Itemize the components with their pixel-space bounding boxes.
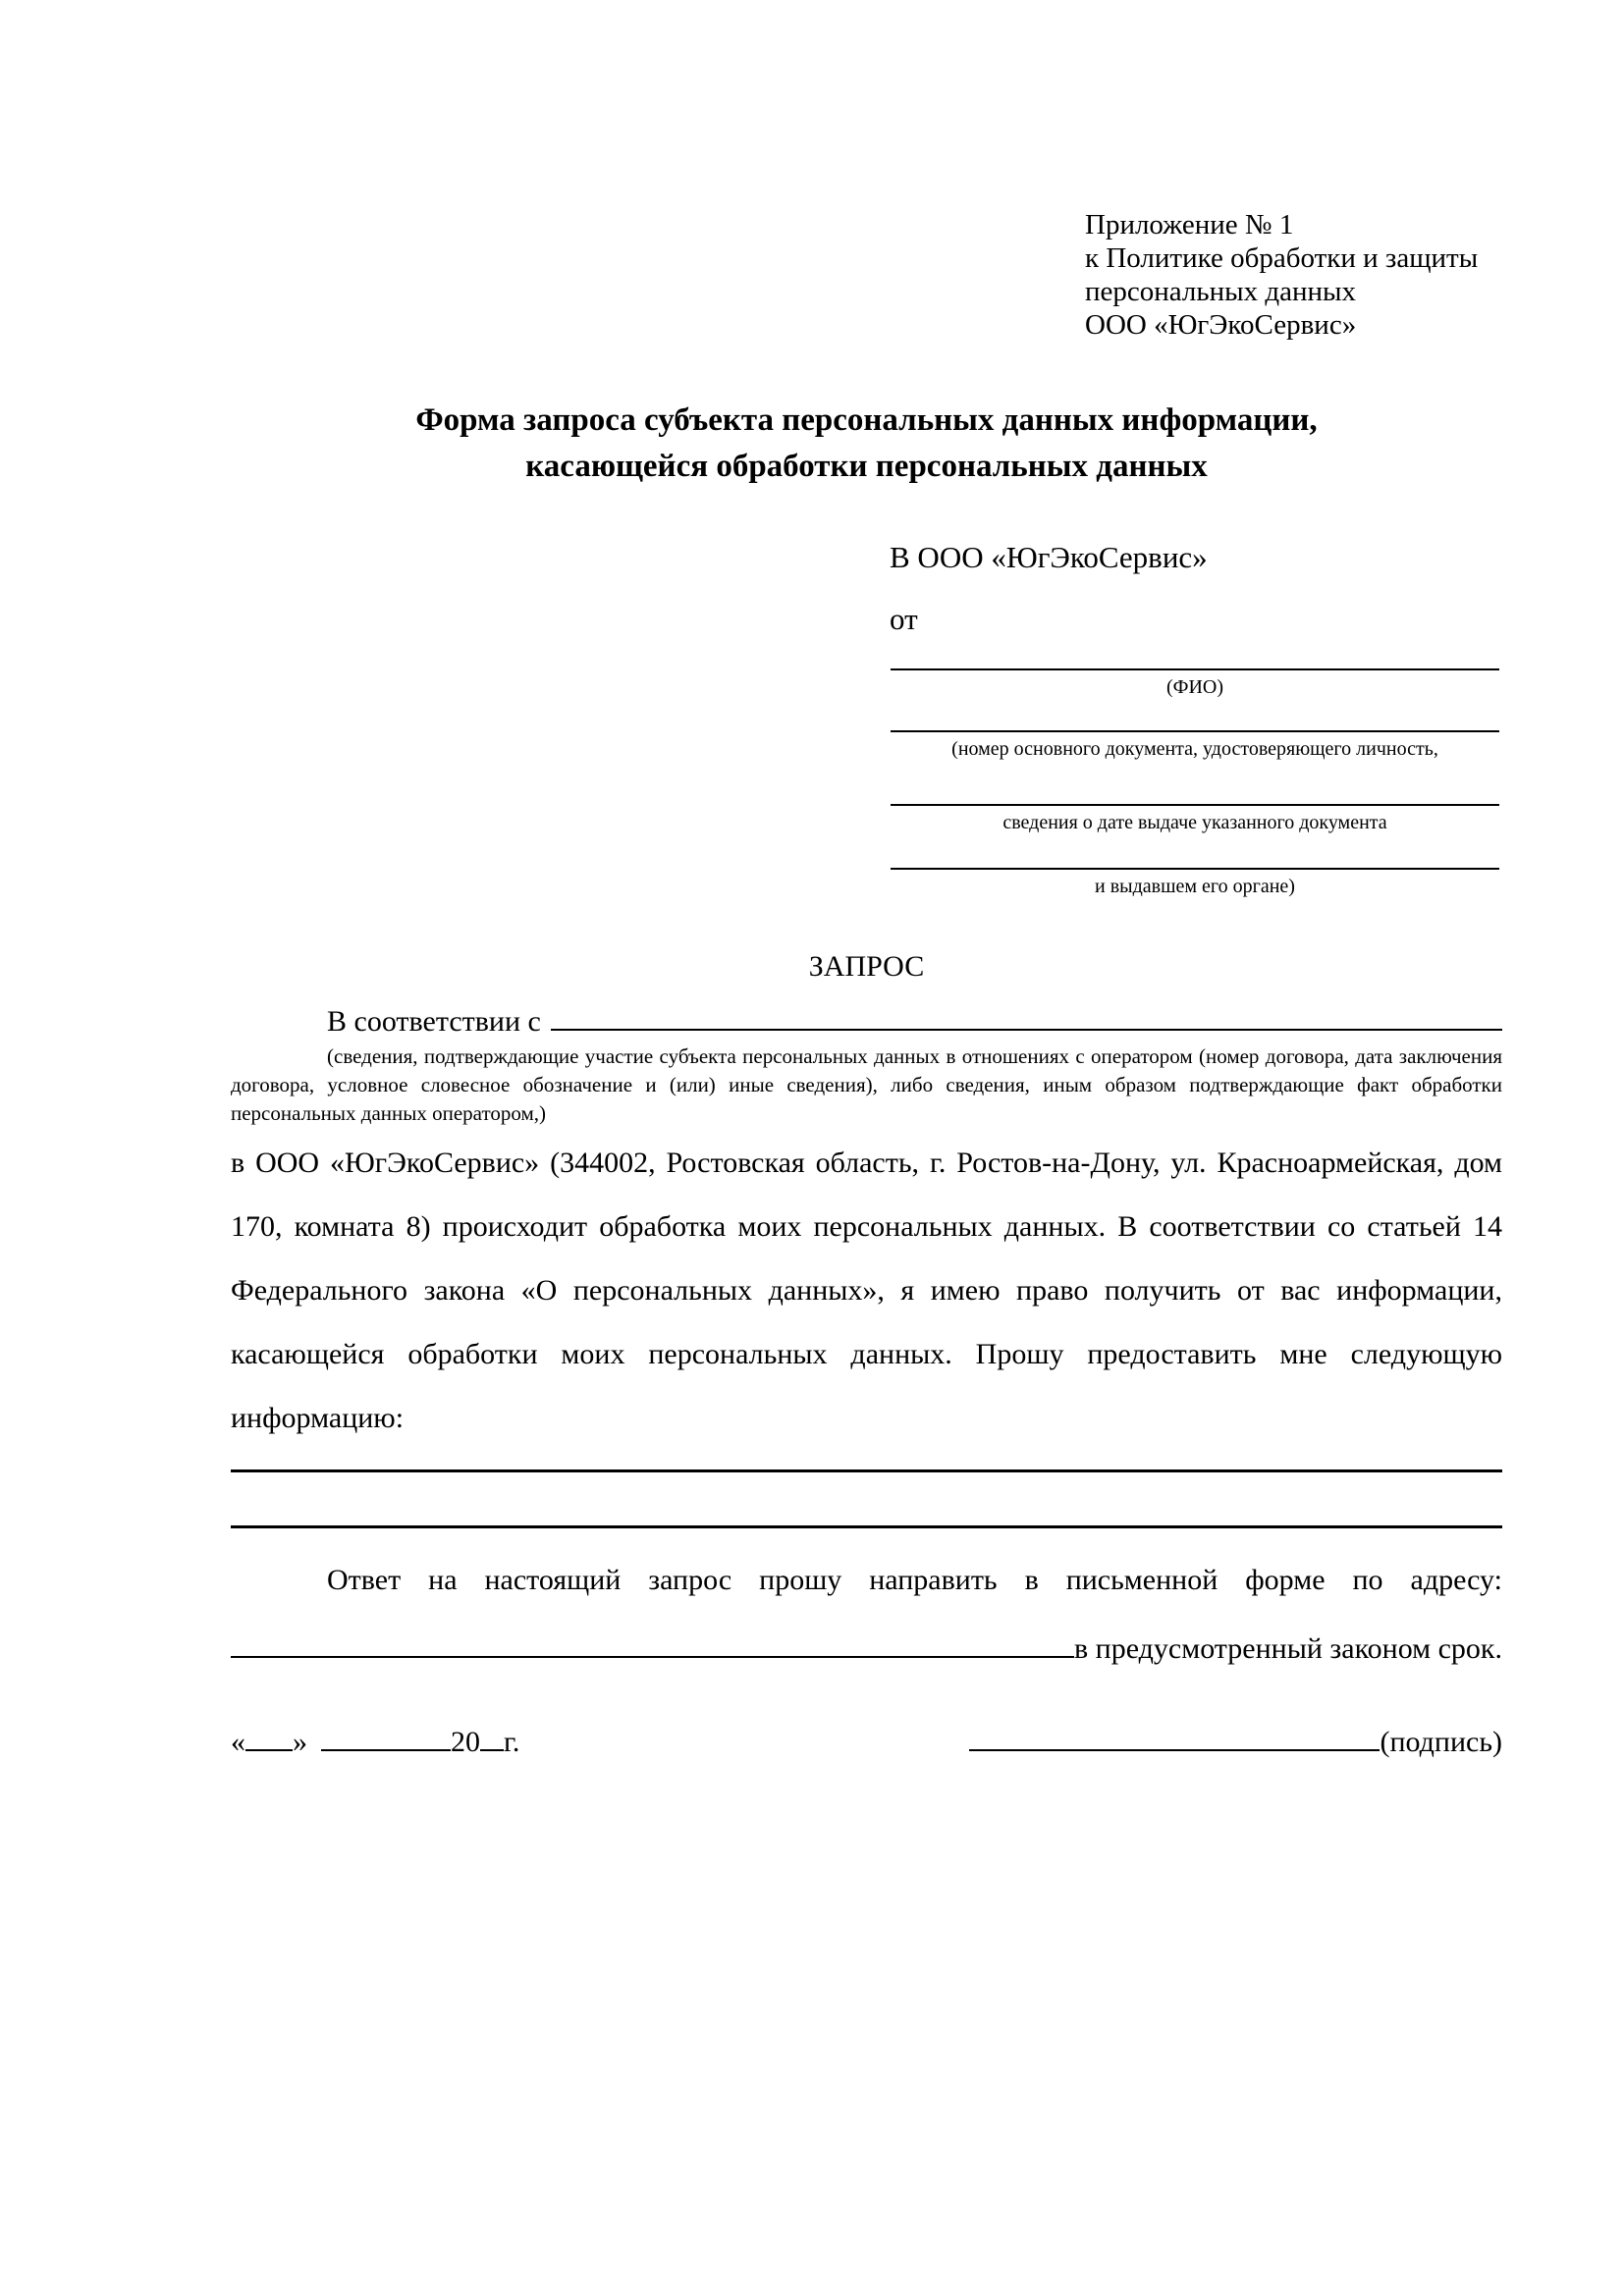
addressee-from-label: от — [890, 602, 918, 636]
date-year-blank[interactable] — [480, 1745, 504, 1751]
date-signature-row — [231, 1726, 1502, 1759]
document-number-caption: (номер основного документа, удостоверяющего личность, — [951, 738, 1438, 760]
request-body-paragraph: в ООО «ЮгЭкоСервис» (344002, Ростовская область, г. Ростов-на-Дону, ул. Красноармейская, дом 170, комната 8) происходит обработка моих персональных данных. В соответствии со статьей 14 Федерального закона «О персональных данных», я имею право получить от вас информации, касающейся обработки моих персональных данных. Прошу предоставить мне следующую информацию: — [231, 1147, 1502, 1434]
appendix-note-line: ООО «ЮгЭкоСервис» — [1085, 309, 1357, 341]
reply-suffix-label: в предусмотренный законом срок. — [1074, 1632, 1502, 1665]
answer-blank-line-2[interactable] — [231, 1525, 1502, 1528]
reply-address-row — [231, 1625, 1502, 1674]
intro-footnote: (сведения, подтверждающие участие субъекта персональных данных в отношениях с оператором (номер договора, дата заключения договора, условное словесное обозначение и (или) иные сведения), либо сведения, иным образом подтверждающие факт обработки персональных данных оператором,) — [231, 1044, 1502, 1125]
date-year-suffix-label: г. — [504, 1726, 520, 1758]
signature-blank-line[interactable] — [969, 1745, 1380, 1751]
form-title-line: Форма запроса субъекта персональных данных информации, — [415, 402, 1318, 438]
request-heading: ЗАПРОС — [808, 950, 925, 983]
date-line — [231, 1726, 519, 1759]
issue-date-caption: сведения о дате выдаче указанного документа — [1002, 812, 1387, 833]
date-year-label: 20 — [451, 1726, 480, 1758]
form-title — [231, 398, 1502, 490]
issuing-authority-caption: и выдавшем его органе) — [1095, 876, 1295, 897]
issue-date-input-line[interactable] — [891, 804, 1499, 806]
appendix-note — [1085, 208, 1517, 342]
document-number-input-line[interactable] — [891, 730, 1499, 732]
fio-input-line[interactable] — [891, 668, 1499, 670]
intro-line — [231, 1005, 1502, 1039]
signature-line — [969, 1726, 1502, 1759]
answer-blank-line-1[interactable] — [231, 1469, 1502, 1472]
reply-address-blank-line[interactable] — [231, 1656, 1074, 1658]
issuing-authority-input-line[interactable] — [891, 868, 1499, 870]
fio-caption: (ФИО) — [1165, 676, 1223, 698]
reply-paragraph: Ответ на настоящий запрос прошу направить в письменной форме по адресу: — [327, 1564, 1502, 1596]
date-quote-close: » — [293, 1726, 307, 1758]
appendix-note-line: Приложение № 1 — [1085, 209, 1294, 240]
date-quote-open: « — [231, 1726, 245, 1758]
intro-prefix-label: В соответствии с — [327, 1005, 541, 1038]
appendix-note-line: персональных данных — [1085, 276, 1357, 307]
date-day-blank[interactable] — [245, 1745, 293, 1751]
signature-caption: (подпись) — [1380, 1726, 1502, 1758]
form-title-line: касающейся обработки персональных данных — [525, 449, 1208, 484]
date-month-blank[interactable] — [321, 1745, 451, 1751]
addressee-to-line: В ООО «ЮгЭкоСервис» — [890, 540, 1208, 574]
appendix-note-line: к Политике обработки и защиты — [1085, 242, 1479, 274]
intro-blank-line[interactable] — [551, 1029, 1502, 1031]
